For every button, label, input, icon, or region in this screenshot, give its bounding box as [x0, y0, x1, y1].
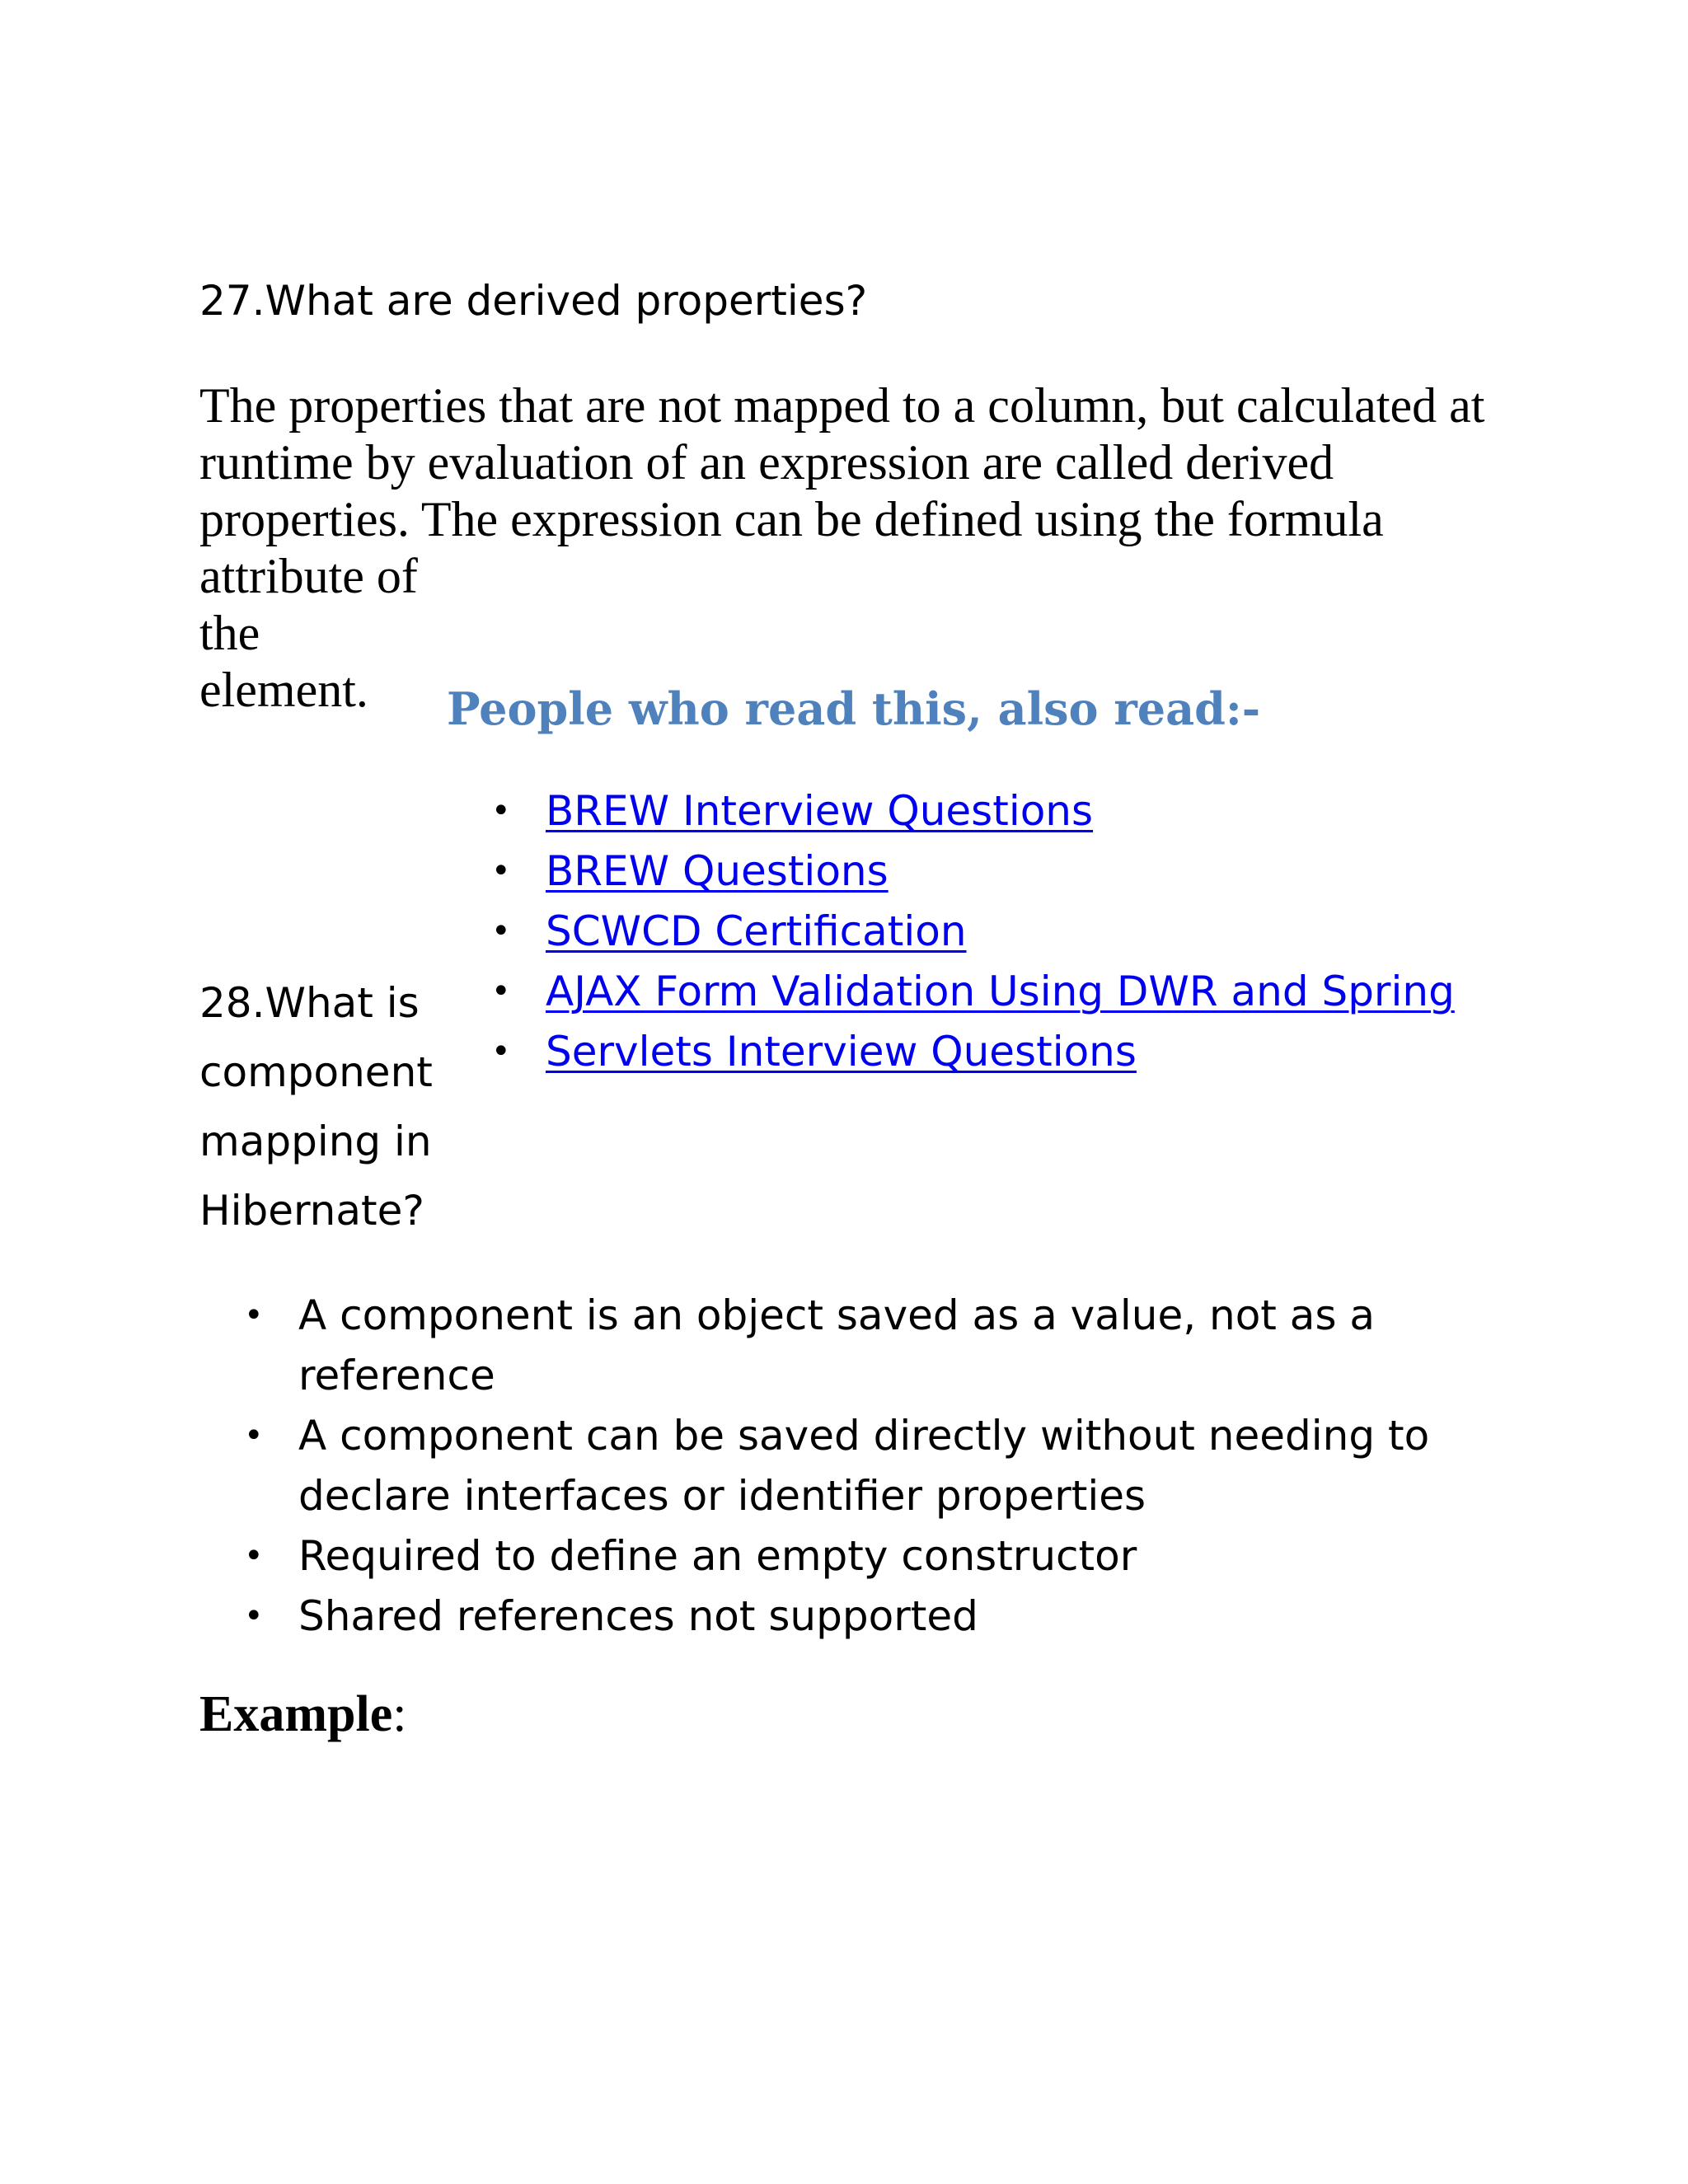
- list-item: [199, 1586, 1518, 1647]
- related-heading: People who read this, also read:-: [447, 682, 1261, 735]
- related-link-ajax-form-validation[interactable]: AJAX Form Validation Using DWR and Spring: [546, 968, 1455, 1015]
- point-line: Required to define an empty constructor: [298, 1532, 1137, 1580]
- related-link-item: [447, 962, 1455, 1022]
- related-link-item: [447, 841, 1455, 902]
- example-colon: :: [392, 1686, 407, 1742]
- question-28-title-line: Hibernate?: [199, 1187, 424, 1235]
- answer-line: attribute of: [199, 549, 418, 603]
- point-line: Shared references not supported: [298, 1592, 978, 1640]
- related-articles: [447, 676, 1551, 1076]
- bullet-icon: •: [491, 912, 511, 950]
- bullet-icon: •: [244, 1597, 264, 1635]
- related-link-item: [447, 1022, 1455, 1082]
- bullet-icon: •: [244, 1537, 264, 1575]
- list-item: [199, 1406, 1518, 1526]
- answer-line: properties. The expression can be defined using the formula: [199, 492, 1384, 546]
- example-heading: [199, 1681, 406, 1747]
- question-28-points: [199, 1286, 1518, 1647]
- answer-line: the: [199, 606, 260, 660]
- question-28-title-line: 28.What is: [199, 979, 420, 1027]
- example-label: Example: [199, 1686, 393, 1742]
- answer-line: runtime by evaluation of an expression are called derived: [199, 435, 1334, 490]
- bullet-icon: •: [491, 972, 511, 1010]
- question-28-title-line: component: [199, 1048, 433, 1096]
- answer-line: The properties that are not mapped to a column, but calculated at: [199, 378, 1485, 433]
- bullet-icon: •: [244, 1296, 264, 1334]
- related-link-brew-questions[interactable]: BREW Questions: [546, 847, 889, 895]
- bullet-icon: •: [491, 792, 511, 830]
- bullet-icon: •: [244, 1417, 264, 1455]
- list-item: [199, 1286, 1518, 1406]
- question-27-title: 27.What are derived properties?: [199, 277, 868, 325]
- related-link-scwcd-certification[interactable]: SCWCD Certification: [546, 907, 967, 955]
- related-link-servlets-interview-questions[interactable]: Servlets Interview Questions: [546, 1028, 1137, 1076]
- point-line: A component is an object saved as a value, not as a: [298, 1291, 1376, 1339]
- bullet-icon: •: [491, 852, 511, 890]
- question-27-answer: [199, 377, 1535, 719]
- list-item: [199, 1526, 1518, 1586]
- question-28-title-line: mapping in: [199, 1118, 432, 1165]
- point-line: A component can be saved directly without needing to: [298, 1412, 1430, 1460]
- answer-line: element.: [199, 663, 368, 717]
- bullet-icon: •: [491, 1033, 511, 1071]
- point-line: reference: [298, 1352, 495, 1399]
- related-link-brew-interview-questions[interactable]: BREW Interview Questions: [546, 787, 1094, 835]
- related-link-item: [447, 781, 1455, 841]
- point-line: declare interfaces or identifier properties: [298, 1472, 1146, 1520]
- related-link-item: [447, 902, 1455, 962]
- question-28-title: [199, 968, 433, 1245]
- related-links-list: [447, 781, 1455, 1082]
